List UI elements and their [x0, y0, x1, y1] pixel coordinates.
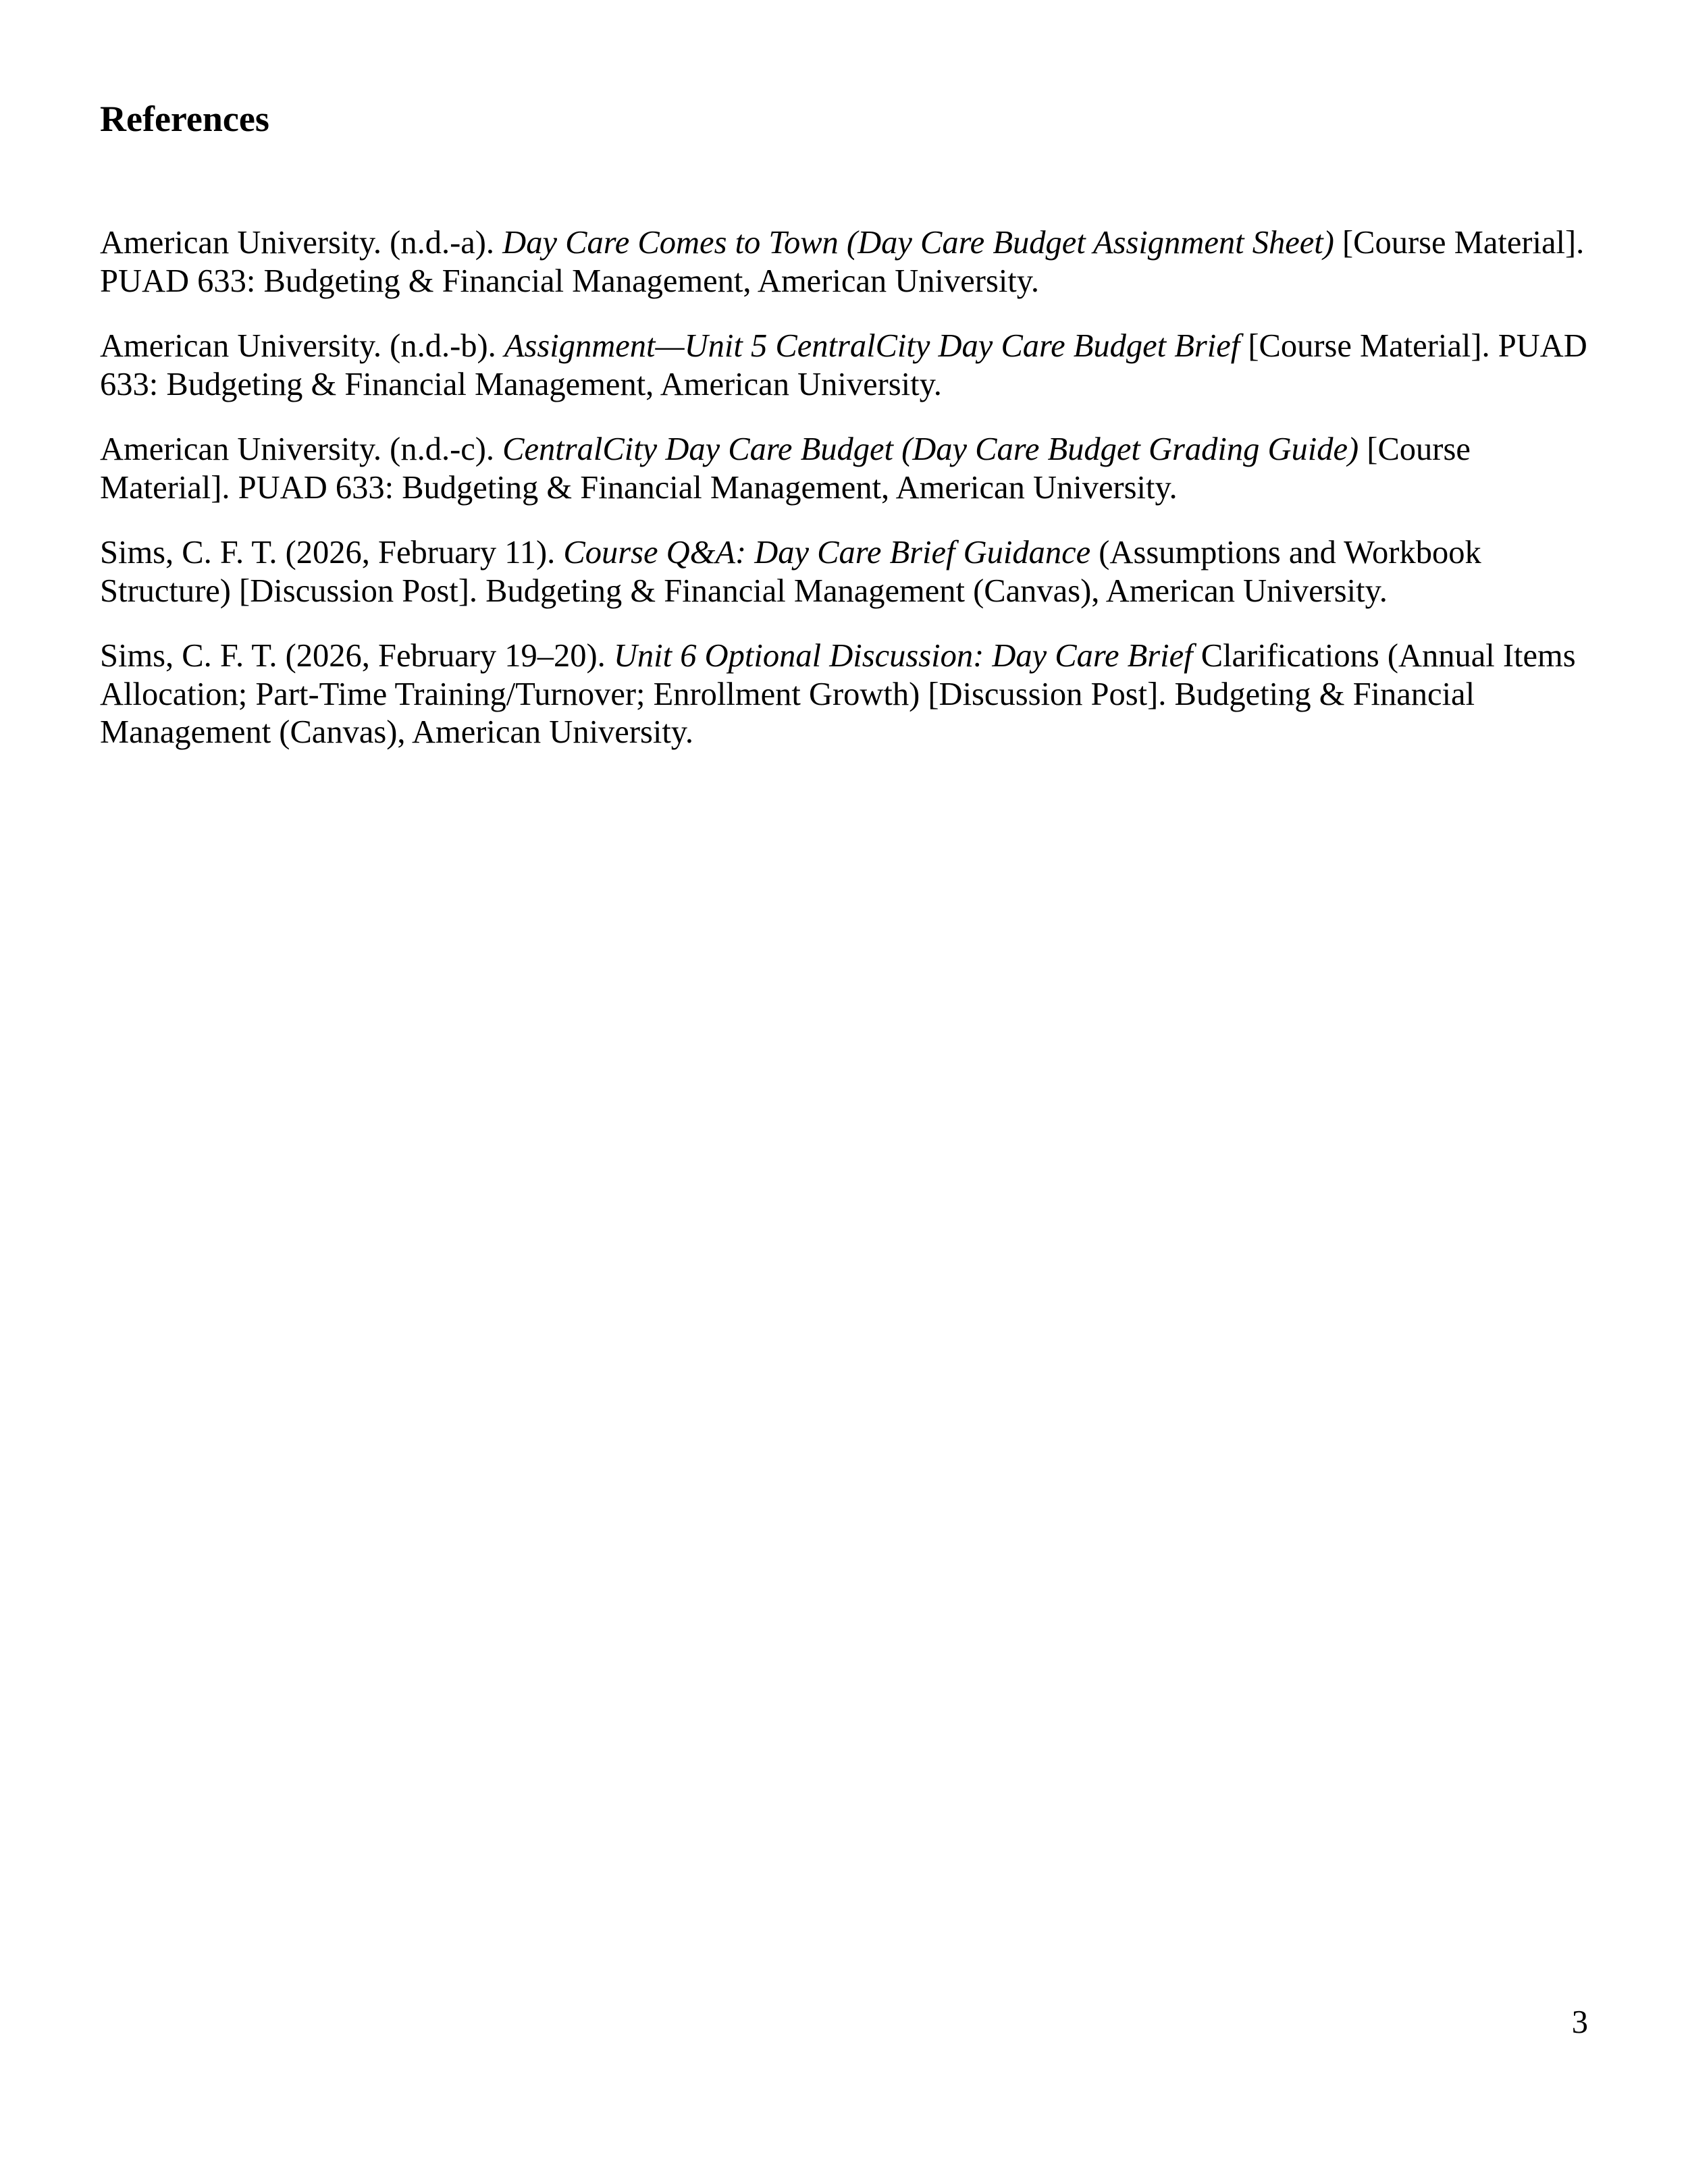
- reference-author-date: Sims, C. F. T. (2026, February 19–20).: [100, 638, 614, 674]
- reference-title: Course Q&A: Day Care Brief Guidance: [563, 535, 1091, 570]
- references-heading: References: [100, 99, 269, 139]
- reference-author-date: American University. (n.d.-c).: [100, 431, 503, 467]
- reference-source: [Course Material]. PUAD 633: Budgeting & Financial Management, American University.: [100, 225, 1585, 299]
- reference-source: [Course Material]. PUAD 633: Budgeting & Financial Management, American University.: [100, 328, 1587, 402]
- reference-entry: [100, 327, 1595, 404]
- page-number: 3: [1571, 2004, 1588, 2040]
- reference-title: Day Care Comes to Town (Day Care Budget Assignment Sheet): [502, 225, 1334, 261]
- reference-source: (Assumptions and Workbook Structure) [Discussion Post]. Budgeting & Financial Management (Canvas), American University.: [100, 535, 1481, 609]
- reference-title: CentralCity Day Care Budget (Day Care Budget Grading Guide): [502, 431, 1359, 467]
- reference-title: Assignment—Unit 5 CentralCity Day Care Budget Brief: [504, 328, 1240, 364]
- reference-author-date: Sims, C. F. T. (2026, February 11).: [100, 535, 564, 570]
- reference-entry: [100, 224, 1595, 300]
- reference-title: Unit 6 Optional Discussion: Day Care Brief: [613, 638, 1193, 674]
- reference-author-date: American University. (n.d.-b).: [100, 328, 504, 364]
- reference-entry: [100, 431, 1595, 507]
- reference-list: [100, 224, 1595, 779]
- reference-author-date: American University. (n.d.-a).: [100, 225, 503, 261]
- reference-entry: [100, 534, 1595, 610]
- reference-source: [Course Material]. PUAD 633: Budgeting & Financial Management, American University.: [100, 431, 1471, 506]
- reference-entry: [100, 637, 1595, 752]
- reference-source: Clarifications (Annual Items Allocation; Part-Time Training/Turnover; Enrollment Growth) [Discussion Post]. Budgeting & Financial Management (Canvas), American University.: [100, 638, 1576, 750]
